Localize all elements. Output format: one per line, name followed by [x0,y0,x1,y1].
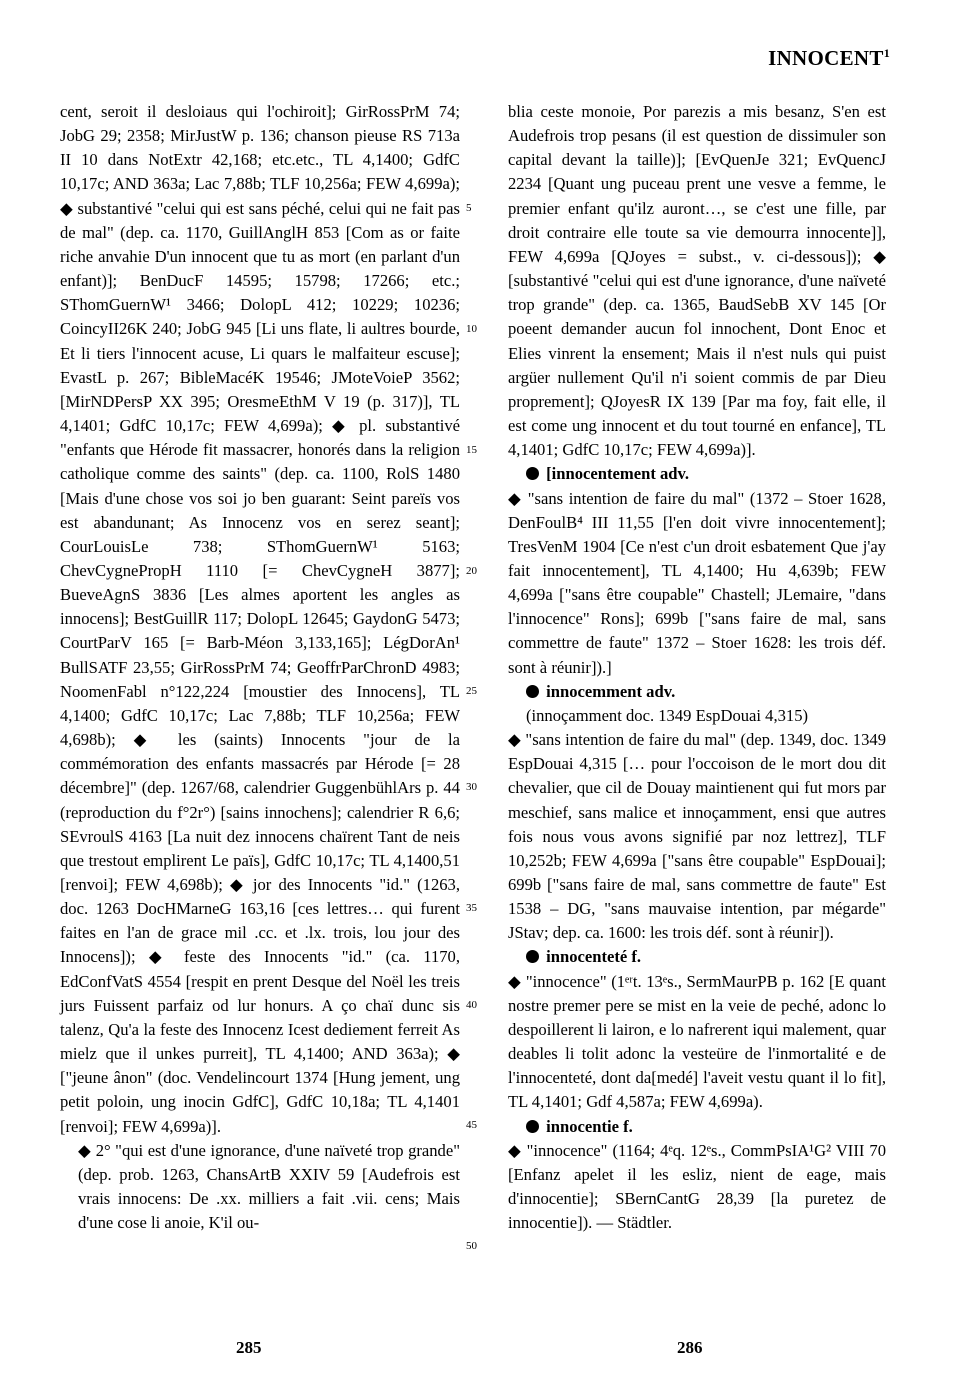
entry-innocentete-body: ◆ "innocence" (1ᵉʳt. 13ᵉs., SermMaurPB p. 162 [E quant nostre premer pere se mist en la veie de peché, adonc lo despoillerent li lairon, e lo nafrerent iqui malement, quar deables li tolit adonc la vesteüre de l'inmortalité e de l'innocenteté, dont da[medé] l'aveit vestu quant il lo fit], TL 4,1401; Gdf 4,587a; FEW 4,699a). [508,971,886,1112]
entry-innocentete-head: innocenteté f. [508,945,886,969]
line-number: 5 [466,202,472,214]
line-number: 40 [466,999,477,1011]
line-number: 50 [466,1240,477,1252]
entry-innocemment-body: ◆ "sans intention de faire du mal" (dep. 1349, doc. 1349 EspDouai 4,315 [… pour l'occoison de le mort dou dit chevalier, que cil de Douay maintienent qui fut mors par meschief, sans malice et innoçamment, ensi que autres fois nous vous avons signifié par noz lettrez], TLF 10,252b; FEW 4,699a ["sans être coupable" EspDouai]; 699b ["sans faire de mal, sans commettre de faute" Est 1538 – DG, "sans mauvaise intention, par mégarde" JStav; dep. ca. 1600: les trois déf. sont à réunir]). [508,730,886,943]
line-number: 35 [466,902,477,914]
line-number: 15 [466,444,477,456]
entry-innocentement-head: [innocentement adv. [508,462,886,486]
entry-innocentie-body: ◆ "innocence" (1164; 4ᵉq. 12ᵉs., CommPsIA¹G² VIII 70 [Enfanz apelet il les esliz, nient de eage, mais d'innocentie]; SBernCantG 28,39 [la puretez de innocentie]). — Städtler. [508,1140,886,1233]
right-column [508,100,886,1235]
running-head: INNOCENT$^1$ [768,46,890,70]
page-number-left: 285 [236,1338,262,1357]
left-paragraph-1: cent, seroit il desloiaus qui l'ochiroit]; GirRossPrM 74; JobG 29; 2358; MirJustW p. 136; chanson pieuse RS 713a II 10 dans NotExtr 42,168; etc.etc., TL 4,1400; GdfC 10,17c; AND 363a; Lac 7,88b; TLF 10,256a; FEW 4,699a); ◆ substantivé "celui qui est sans péché, celui qui ne fait pas de mal" (dep. ca. 1170, GuillAnglH 853 [Com as or faite riche anvahie D'un innocent que tu as mort (en parlant d'un enfant)]; BenDucF 14595; 15798; 17266; etc.; SThomGuernW¹ 3466; DolopL 412; 10229; 10236; CoincyII26K 240; JobG 945 [Li uns flate, li aultres bourde, Et li tiers l'innocent acuse, Li quars le malfaiteur escuse]; EvastL p. 267; BibleMacéK 19546; JMoteVoieP 3562; [MirNDPersP XX 395; OresmeEthM V 19 (p. 317)], TL 4,1401; GdfC 10,17c; FEW 4,699a); ◆ pl. substantivé "enfants que Hérode fit massacrer, honorés dans la religion catholique comme des saints" (dep. ca. 1100, RolS 1480 [Mais d'une chose vos soi jo ben guarant: Seint pareïs vos est abandunant; As Innocenz vos en serez seant]; CourLouisLe 738; SThomGuernW¹ 5163; ChevCygnePropH 1110 [= ChevCygneH 3877]; BueveAgnS 3836 [Les almes aportent les angles as innocens]; BestGuillR 117; DolopL 12645; GaydonG 5473; CourtParV 165 [= Barb-Méon 3,133,165]; LégDorAn¹ BullSATF 23,55; GirRossPrM 74; GeoffrParChronD 4983; NoomenFabl n°122,224 [moustier des Innocens], TL 4,1400; GdfC 10,17c; Lac 7,88b; TLF 10,256a; FEW 4,698b); ◆ les (saints) Innocents "jour de la commémoration des enfants massacrés par Hérode [= 28 décembre]" (dep. 1267/68, calendrier GuggenbühlArs p. 44 (reproduction du f°2r°) [sains innochens]; calendrier R 6,6; SEvroulS 4163 [La nuit dez innocens chaïrent Tant de neis que trestout emplirent Le païs], GdfC 10,17c; TL 4,1400,51 [renvoi]; FEW 4,698b); ◆ jor des Innocents "id." (1263, doc. 1263 DocHMarneG 163,16 [ces lettres… qui furent faites en l'an de grace mil .cc. et .lx. trois, lou jour des Innocens]); ◆ feste des Innocents "id." (ca. 1170, EdConfVatS 4554 [respit en prent Desque del Noël les treis jurs Fuissent parfaiz od lur honurs. A ço chaï dunc sis talenz, Qu'a la feste des Innocenz Icest dediement ferreit As mielz que il unkes purreit], TL 4,1400; AND 363a); ◆ ["jeune ânon" (doc. Vendelincourt 1374 [Hung jement, ung petit poloin, ung inocin GdfC], GdfC 10,18a; TL 4,1401 [renvoi]; FEW 4,699a)]. [60,102,460,1136]
bullet-icon [526,685,539,698]
bullet-icon [526,1120,539,1133]
entry-innocentie-head: innocentie f. [508,1115,886,1139]
line-number: 30 [466,781,477,793]
entry-innocentement-body: ◆ "sans intention de faire du mal" (1372 – Stoer 1628, DenFoulB⁴ III 11,55 [l'en doit vivre innocentement]; TresVenM 1904 [Ce n'est c'un droit esbatement Que j'ay fait innocentement], TL 4,1400; Hu 4,639b; FEW 4,699a ["sans être coupable" Chastell; JLemaire, "dans l'innocence" Rons]; 699b ["sans faire de mal, sans commettre de faute" 1372 – Stoer 1628: les trois déf. sont à réunir]).] [508,488,886,677]
right-paragraph-1: blia ceste monoie, Por parezis a mis besanz, S'en est Audefrois trop pesans (il est question de dissimuler son capital devant la taille)]; [EvQuenJe 321; EvQuencJ 2234 [Quant ung puceau prent une vesve a femme, le premier enfant qu'ilz auront…, se c'est une fille, par droit contraire elle toute sa vie demourra innocente]], FEW 4,699a [QJoyes = subst., v. ci-dessous]); ◆ [substantivé "celui qui est d'une ignorance, d'une naïveté trop grande" (dep. ca. 1365, BaudSebB XV 145 [Or poeent demander aucun fol innochent, Dont Enoc et Elies vinrent la ensement; Mais il n'est nuls qui puist argüer nullement Qu'il n'i soient commis de par Dieu proprement]; QJoyesR IX 139 [Par ma foy, fait elle, il est come ung innocent et du tout tourné en enfance], TL 4,1401; GdfC 10,17c; FEW 4,699a)]. [508,102,886,460]
left-paragraph-2: ◆ 2° "qui est d'une ignorance, d'une naïveté trop grande" (dep. prob. 1263, ChansArtB XXIV 59 [Audefrois est vrais innocens: De .xx. milliers a fait .vii. cens; Mais d'une cose li anoie, K'il ou- [78,1140,460,1233]
left-column [60,100,460,1235]
line-number: 45 [466,1119,477,1131]
page-number-right: 286 [677,1338,703,1357]
bullet-icon [526,950,539,963]
bullet-icon [526,467,539,480]
line-number: 25 [466,685,477,697]
line-number: 20 [466,565,477,577]
line-number: 10 [466,323,477,335]
entry-innocemment-head: innocemment adv. [508,680,886,704]
entry-innocemment-variant: (innoçamment doc. 1349 EspDouai 4,315) [526,705,809,725]
